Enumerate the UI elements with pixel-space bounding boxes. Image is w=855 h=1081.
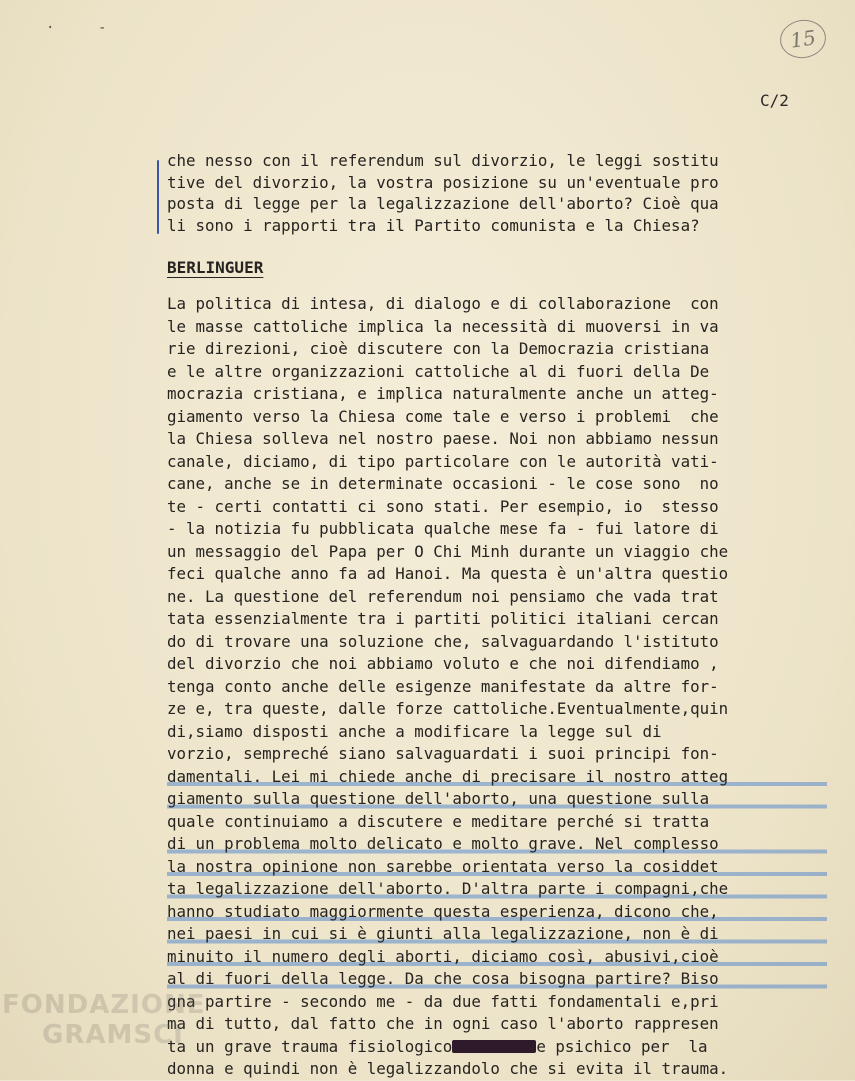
highlighted-line: nei paesi in cui si è giunti alla legalizzazione, non è di [167, 923, 827, 946]
highlighted-line: hanno studiato maggiormente questa esperienza, dicono che, [167, 901, 827, 924]
text-line: - la notizia fu pubblicata qualche mese fa - fui latore di [167, 519, 719, 538]
section-code: C/2 [760, 91, 789, 110]
text-line: te - certi contatti ci sono stati. Per esempio, io stesso [167, 496, 719, 516]
highlighted-line: minuito il numero degli aborti, diciamo così, abusivi,cioè [167, 946, 827, 969]
text-line: vorzio, sempreché siano salvaguardati i suoi principi fon- [167, 744, 719, 763]
text-line: La politica di intesa, di dialogo e di collaborazione con [167, 294, 719, 313]
text-line: gna partire - secondo me - da due fatti fondamentali e,pri [167, 991, 719, 1011]
highlighted-line: giamento sulla questione dell'aborto, una questione sulla [167, 788, 827, 811]
text-fragment: e psichico per la [536, 1036, 708, 1056]
text-line: ze e, tra queste, dalle forze cattoliche.Eventualmente,quin [167, 699, 729, 718]
text-line: cane, anche se in determinate occasioni - le cose sono no [167, 474, 719, 493]
text-line: le masse cattoliche implica la necessità di muoversi in va [167, 316, 719, 336]
text-line: posta di legge per la legalizzazione dell'aborto? Cioè qua [167, 194, 719, 213]
margin-mark [157, 160, 159, 234]
scan-speck: - [98, 20, 107, 36]
page-number: 15 [788, 25, 818, 53]
highlighted-line: la nostra opinione non sarebbe orientata verso la cosiddet [167, 856, 827, 879]
highlighted-line: di un problema molto delicato e molto grave. Nel complesso [167, 833, 827, 856]
text-line: e le altre organizzazioni cattoliche al di fuori della De [167, 361, 710, 381]
text-line: donna e quindi non è legalizzandolo che si evita il trauma. [167, 1059, 729, 1078]
highlighted-line: al di fuori della legge. Da che cosa bisogna partire? Biso [167, 968, 827, 991]
text-line: tive del divorzio, la vostra posizione su un'eventuale pro [167, 172, 719, 192]
text-line: ne. La questione del referendum noi pensiamo che vada trat [167, 586, 719, 606]
text-line: do di trovare una soluzione che, salvaguardando l'istituto [167, 631, 719, 651]
speaker-heading: BERLINGUER [167, 258, 264, 277]
text-line: la Chiesa solleva nel nostro paese. Noi non abbiamo nessun [167, 429, 719, 448]
highlighted-line: damentali. Lei mi chiede anche di precisare il nostro atteg [167, 766, 827, 789]
text-line: mocrazia cristiana, e implica naturalmente anche un atteg- [167, 384, 719, 403]
text-line: ma di tutto, dal fatto che in ogni caso l'aborto rappresen [167, 1014, 719, 1033]
text-line: feci qualche anno fa ad Hanoi. Ma questa è un'altra questio [167, 564, 729, 583]
scan-speck: · [46, 20, 55, 36]
text-line: del divorzio che noi abbiamo voluto e che noi difendiamo , [167, 654, 719, 673]
answer-text [167, 293, 827, 1081]
text-line: canale, diciamo, di tipo particolare con le autorità vati- [167, 451, 719, 471]
text-line: li sono i rapporti tra il Partito comunista e la Chiesa? [167, 215, 700, 235]
text-line: quale continuiamo a discutere e meditare perché si tratta [167, 811, 710, 831]
text-fragment: ta un grave trauma fisiologico [167, 1036, 453, 1056]
text-line: tenga conto anche delle esigenze manifestate da altre for- [167, 676, 719, 696]
text-line: rie direzioni, cioè discutere con la Democrazia cristiana [167, 339, 710, 358]
watermark-line: FONDAZIONE [2, 990, 206, 1020]
text-line: un messaggio del Papa per O Chi Minh durante un viaggio che [167, 541, 729, 561]
question-text [167, 150, 827, 236]
highlighted-line: ta legalizzazione dell'aborto. D'altra parte i compagni,che [167, 878, 827, 901]
page-number-circle [778, 17, 829, 61]
redaction-bar [452, 1040, 536, 1053]
text-line: giamento verso la Chiesa come tale e verso i problemi che [167, 406, 719, 426]
text-line: che nesso con il referendum sul divorzio, le leggi sostitu [167, 151, 719, 170]
text-line: tata essenzialmente tra i partiti politici italiani cercan [167, 609, 719, 628]
archive-watermark [2, 990, 205, 1050]
text-line: di,siamo disposti anche a modificare la legge sul di [167, 721, 662, 741]
watermark-line: GRAMSCI [42, 1020, 184, 1050]
text-line-redacted [167, 1036, 827, 1059]
